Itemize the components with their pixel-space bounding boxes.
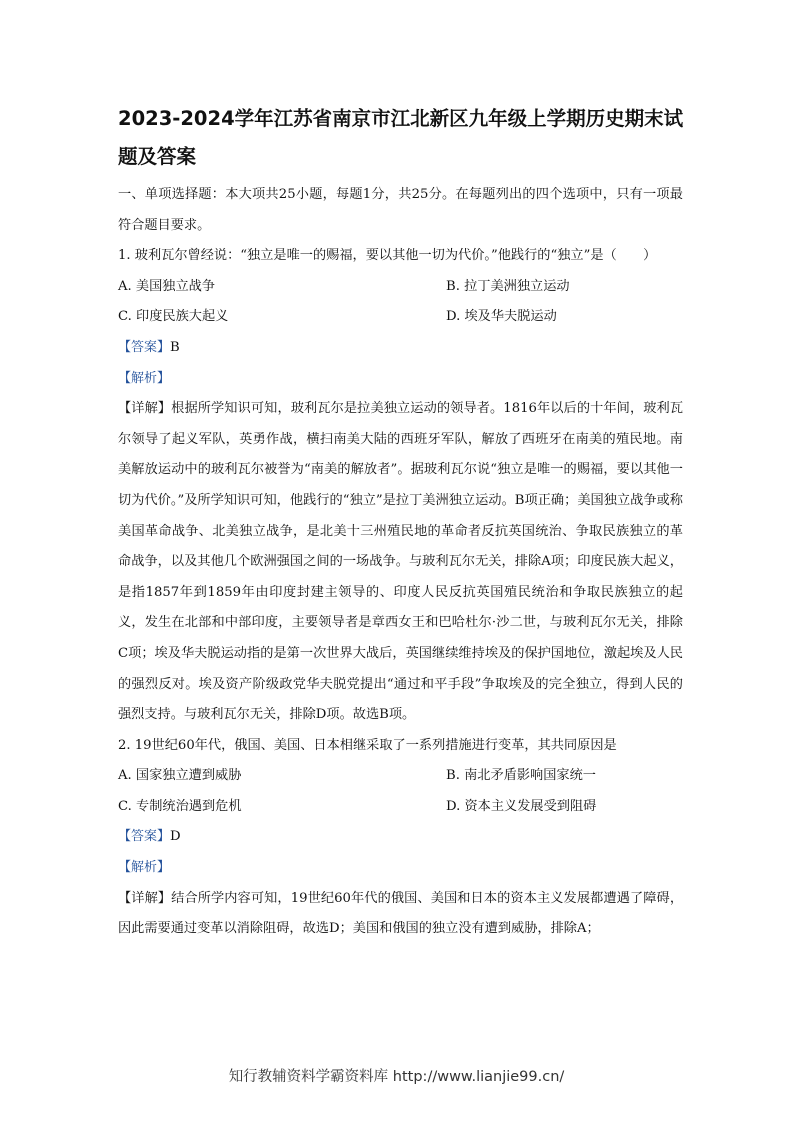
detail-paragraph <box>118 394 683 731</box>
question-stem: 2. 19世纪60年代，俄国、美国、日本相继采取了一系列措施进行变革，其共同原因是 <box>118 737 617 753</box>
option-c: C. 印度民族大起义 <box>118 309 229 325</box>
options-row <box>118 272 683 303</box>
question-2 <box>118 731 683 945</box>
options-row <box>118 792 683 823</box>
option-a: A. 美国独立战争 <box>118 278 216 294</box>
analysis-tag: 【解析】 <box>118 370 171 386</box>
answer-value: D <box>170 829 181 845</box>
detail-tag: 【详解】 <box>118 890 172 906</box>
answer-line <box>118 822 683 853</box>
option-b: B. 南北矛盾影响国家统一 <box>446 768 596 784</box>
section-header: 一、单项选择题：本大项共25小题，每题1分，共25分。在每题列出的四个选项中，只有一项最符合题目要求。 <box>118 187 683 233</box>
question-stem: 1. 玻利瓦尔曾经说：“独立是唯一的赐福，要以其他一切为代价。”他践行的“独立”是（ ） <box>118 248 657 264</box>
answer-tag: 【答案】 <box>118 829 171 845</box>
answer-line <box>118 333 683 364</box>
options-row <box>118 302 683 333</box>
footer-watermark: 知行教辅资料学霸资料库 http://www.lianjie99.cn/ <box>228 1069 565 1085</box>
option-d: D. 埃及华夫脱运动 <box>446 309 557 325</box>
question-1 <box>118 241 683 731</box>
analysis-line <box>118 364 683 395</box>
detail-tag: 【详解】 <box>118 401 172 417</box>
option-a: A. 国家独立遭到威胁 <box>118 768 242 784</box>
page-title: 2023-2024学年江苏省南京市江北新区九年级上学期历史期末试题及答案 <box>118 107 684 168</box>
option-d: D. 资本主义发展受到阻碍 <box>446 798 597 814</box>
detail-paragraph <box>118 884 683 945</box>
detail-text: 结合所学内容可知，19世纪60年代的俄国、美国和日本的资本主义发展都遭遇了障碍，因此需要通过变革以消除阻碍，故选D；美国和俄国的独立没有遭到威胁，排除A； <box>118 890 684 937</box>
option-c: C. 专制统治遇到危机 <box>118 798 242 814</box>
analysis-tag: 【解析】 <box>118 860 171 876</box>
document-body <box>118 180 683 945</box>
answer-value: B <box>170 339 180 355</box>
option-b: B. 拉丁美洲独立运动 <box>446 278 570 294</box>
options-row <box>118 761 683 792</box>
detail-text: 根据所学知识可知，玻利瓦尔是拉美独立运动的领导者。1816年以后的十年间，玻利瓦尔领导了起义军队，英勇作战，横扫南美大陆的西班牙军队，解放了西班牙在南美的殖民地。南美解放运动中的玻利瓦尔被誉为“南美的解放者”。据玻利瓦尔说“独立是唯一的赐福，要以其他一切为代价。”及所学知识可知，他践行的“独立”是拉丁美洲独立运动。B项正确；美国独立战争或称美国革命战争、北美独立战争，是北美十三州殖民地的革命者反抗英国统治、争取民族独立的革命战争，以及其他几个欧洲强国之间的一场战争。与玻利瓦尔无关，排除A项；印度民族大起义，是指1857年到1859年由印度封建主领导的、印度人民反抗英国殖民统治和争取民族独立的起义，发生在北部和中部印度，主要领导者是章西女王和巴哈杜尔·沙二世，与玻利瓦尔无关，排除C项；埃及华夫脱运动指的是第一次世界大战后，英国继续维持埃及的保护国地位，激起埃及人民的强烈反对。埃及资产阶级政党华夫脱党提出“通过和平手段”争取埃及的完全独立，得到人民的强烈支持。与玻利瓦尔无关，排除D项。故选B项。 <box>118 401 684 723</box>
analysis-line <box>118 853 683 884</box>
answer-tag: 【答案】 <box>118 339 171 355</box>
